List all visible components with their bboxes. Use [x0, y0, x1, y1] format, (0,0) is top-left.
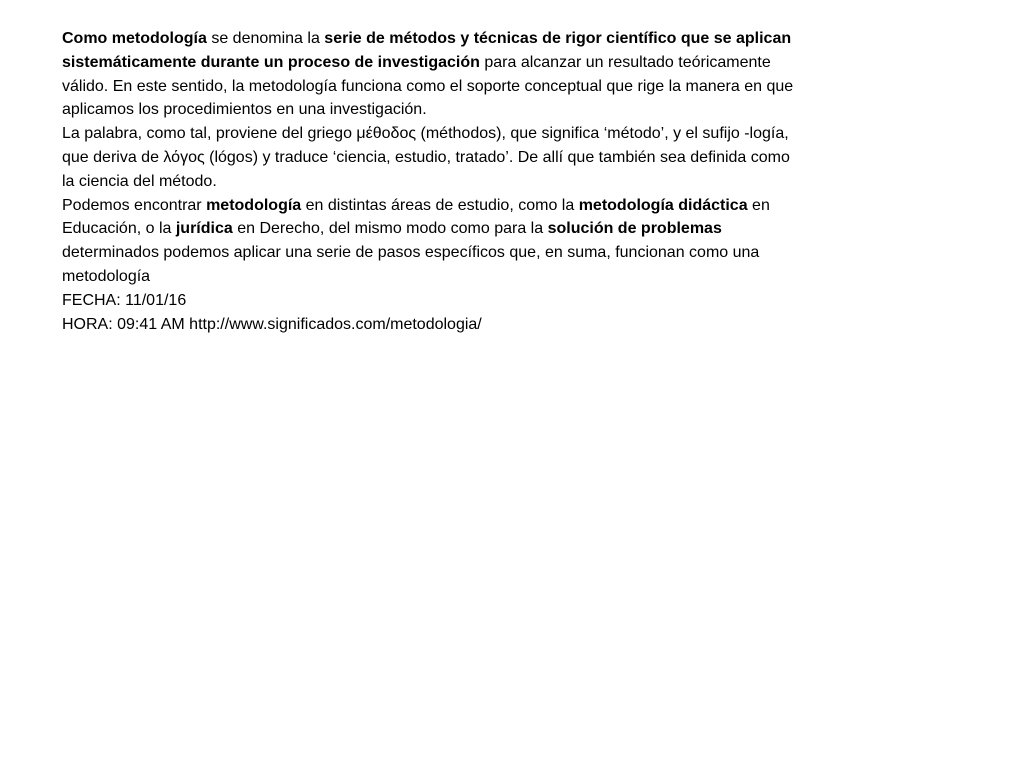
- text-line: determinados podemos aplicar una serie de pasos específicos que, en suma, funcionan como una: [62, 244, 760, 262]
- text-segment: en Derecho, del mismo modo como para la: [232, 220, 548, 238]
- bold-term: jurídica: [175, 220, 233, 238]
- date-line: FECHA: 11/01/16: [62, 291, 187, 309]
- bold-term: Como metodología: [62, 30, 207, 47]
- bold-term: solución de problemas: [547, 220, 722, 238]
- paragraph-areas: [62, 194, 942, 289]
- bold-term: metodología: [206, 196, 302, 214]
- text-line: [62, 217, 942, 241]
- slide-text-body: [62, 27, 942, 336]
- text-line: metodología: [62, 267, 151, 285]
- bold-phrase: serie de métodos y técnicas de rigor científico que se aplican: [324, 30, 792, 47]
- text-segment: Educación, o la: [62, 220, 176, 238]
- text-segment: se denomina la: [206, 30, 325, 47]
- text-line: La palabra, como tal, proviene del griego μέθοδος (méthodos), que significa ‘método’, y el sufijo -logía,: [62, 125, 789, 143]
- bold-term: metodología didáctica: [578, 196, 748, 214]
- text-segment: en distintas áreas de estudio, como la: [301, 196, 579, 214]
- text-line: la ciencia del método.: [62, 172, 217, 190]
- text-line: válido. En este sentido, la metodología funciona como el soporte conceptual que rige la manera en que: [62, 77, 794, 95]
- text-segment: Podemos encontrar: [62, 196, 207, 214]
- paragraph-definition: [62, 27, 942, 122]
- text-line: [62, 51, 942, 75]
- text-segment: en: [747, 196, 770, 214]
- text-line: aplicamos los procedimientos en una investigación.: [62, 101, 427, 119]
- paragraph-etymology: [62, 122, 942, 193]
- text-line: que deriva de λόγος (lógos) y traduce ‘ciencia, estudio, tratado’. De allí que también sea definida como: [62, 148, 790, 166]
- text-segment: para alcanzar un resultado teóricamente: [479, 53, 771, 71]
- time-source-line: HORA: 09:41 AM http://www.significados.com/metodologia/: [62, 315, 482, 333]
- text-line: [62, 194, 942, 218]
- text-line: [62, 27, 942, 51]
- bold-phrase: sistemáticamente durante un proceso de investigación: [62, 53, 480, 71]
- source-info: [62, 289, 942, 337]
